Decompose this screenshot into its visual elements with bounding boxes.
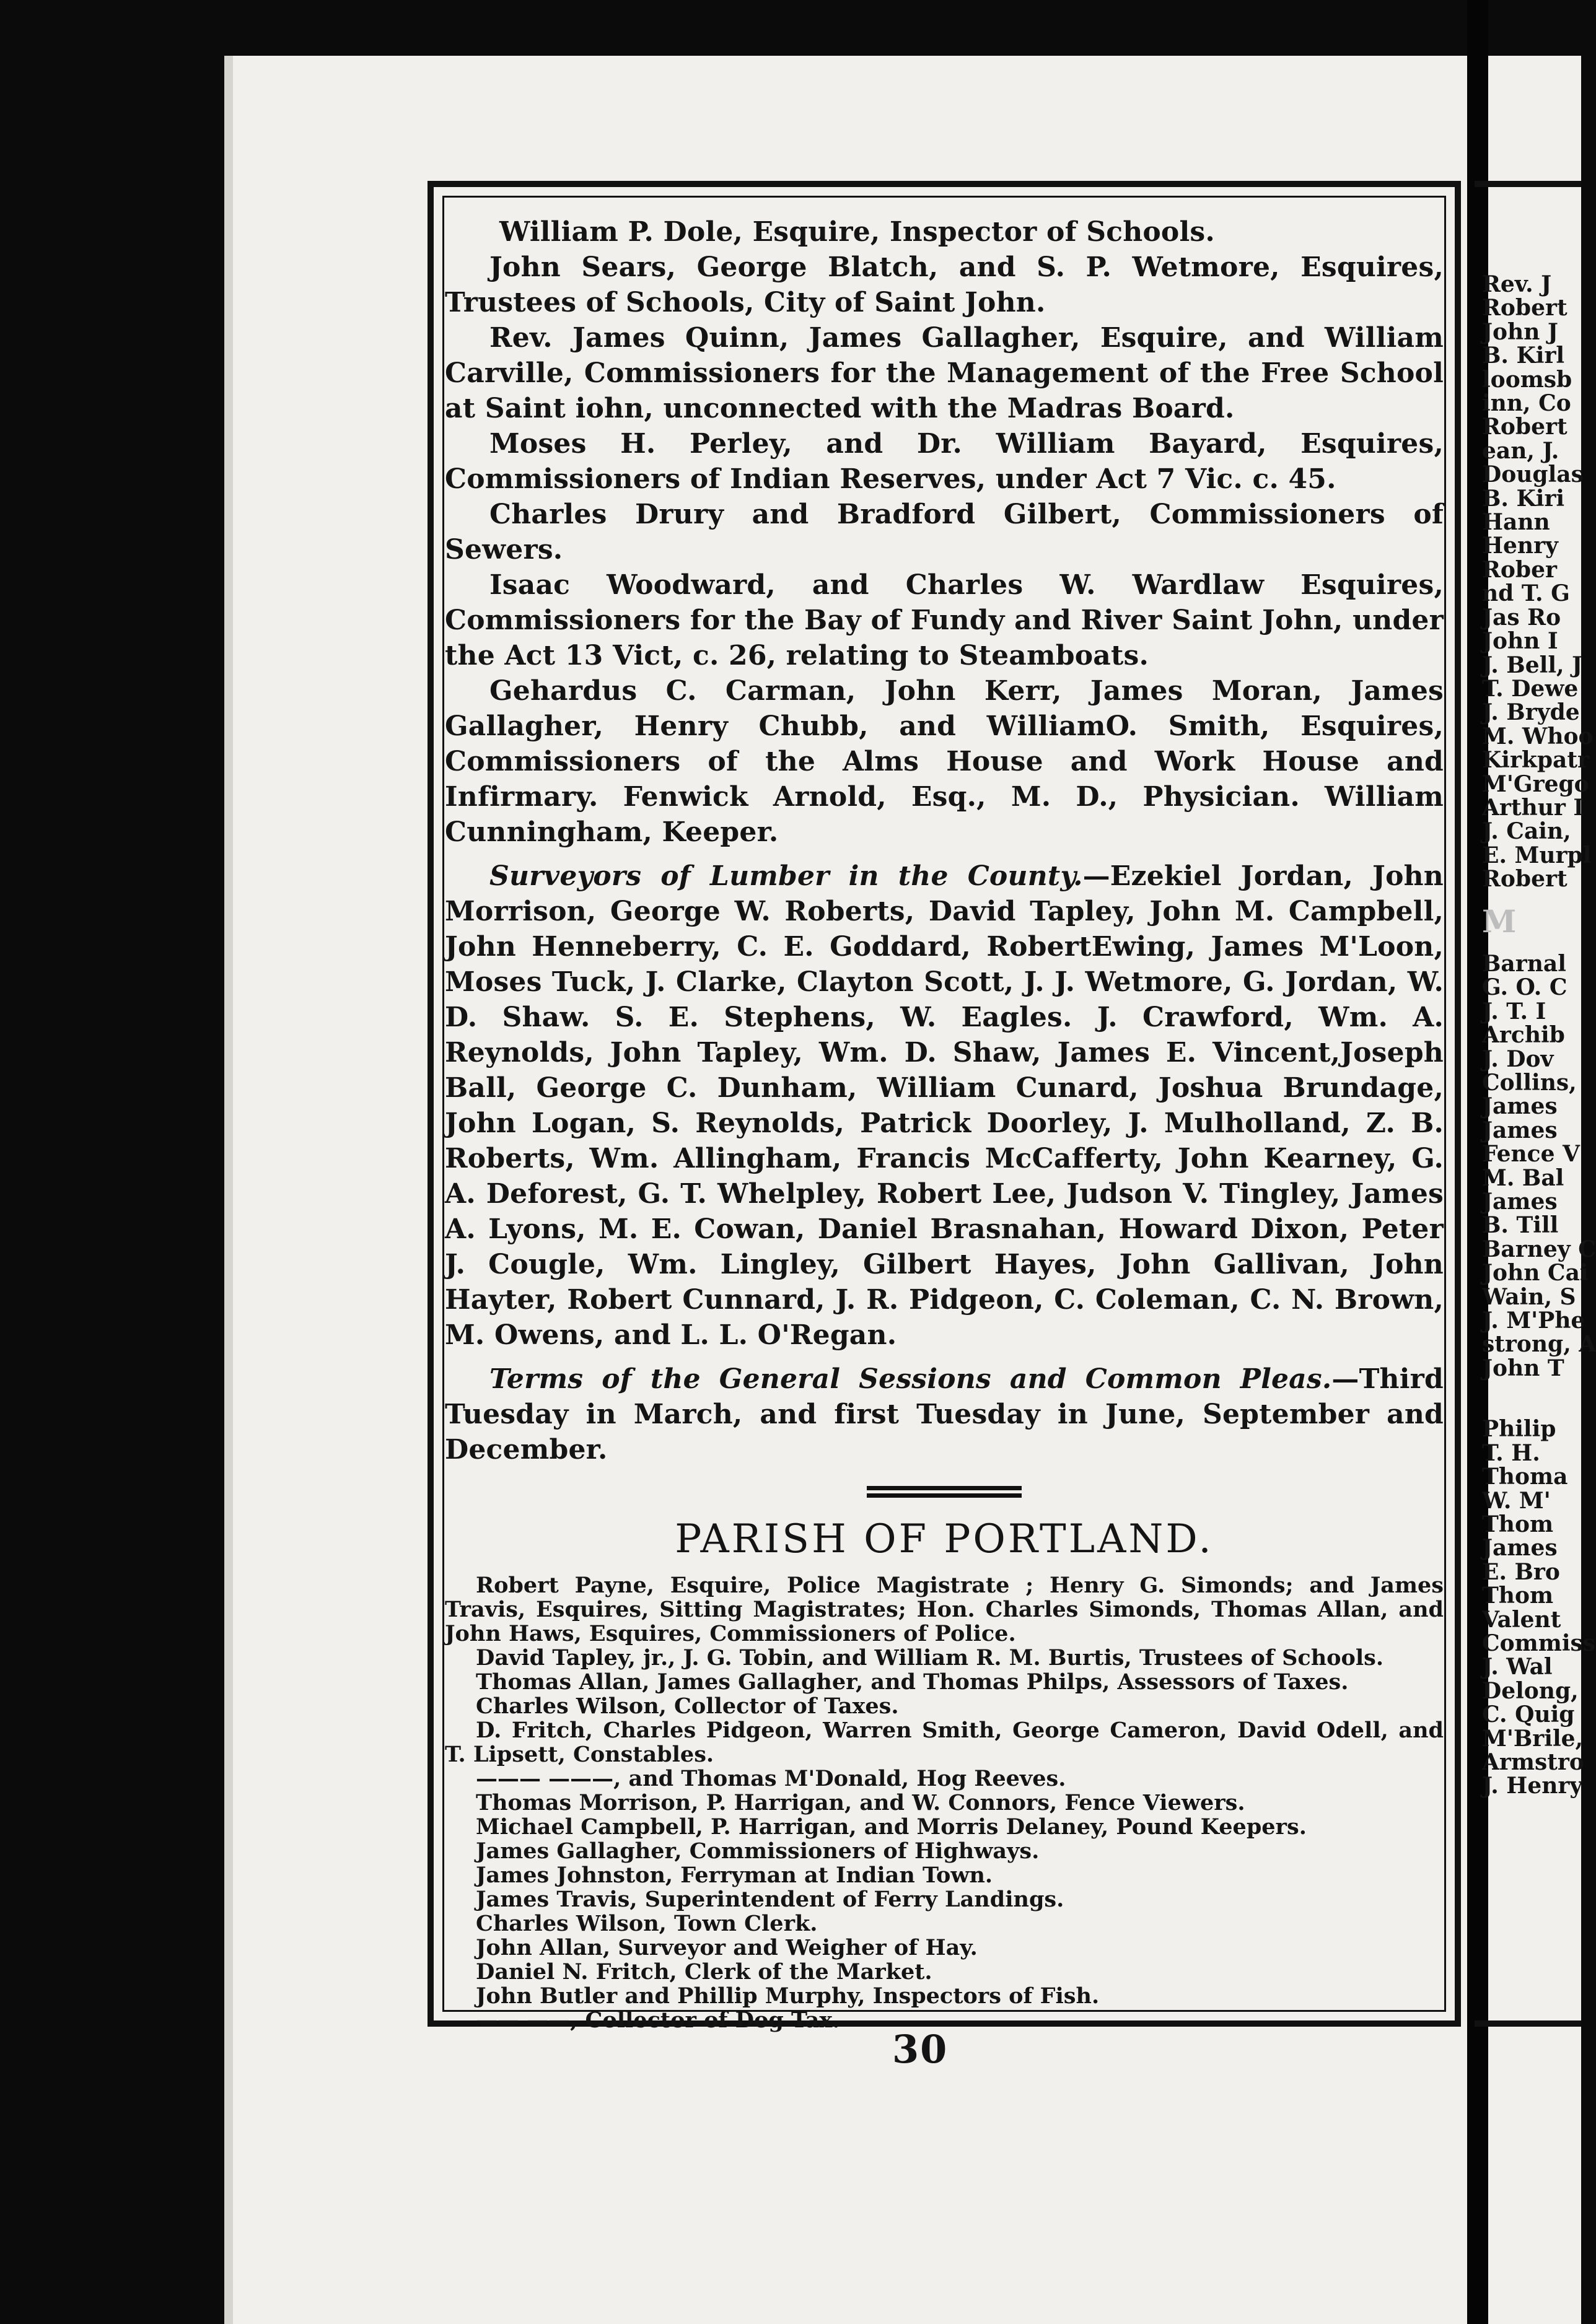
- parish-assessors-of-taxes: Thomas Allan, James Gallagher, and Thomas Philps, Assessors of Taxes.: [476, 1669, 1349, 1695]
- adjacent-column-line: E. Murpl: [1482, 842, 1592, 868]
- adjacent-column-line: Collins,: [1482, 1070, 1577, 1096]
- adjacent-column-line: Rev. J: [1482, 271, 1552, 297]
- adjacent-column-line: G. O. C: [1482, 974, 1568, 1001]
- adjacent-column-line: E. Bro: [1482, 1558, 1560, 1585]
- page-number: 30: [892, 2027, 949, 2072]
- adjacent-column-group-2: [1482, 950, 1596, 1381]
- adjacent-page-column: [1482, 271, 1596, 1799]
- parish-surveyor-of-hay: John Allan, Surveyor and Weigher of Hay.: [476, 1935, 978, 1960]
- page-edge-shadow: [224, 56, 233, 2324]
- main-text-block: [445, 214, 1444, 2032]
- paragraph-steamboats: Isaac Woodward, and Charles W. Wardlaw Esquires, Commissioners for the Bay of Fundy and River Saint John, under the Act 13 Vict, c. 26, relating to Steamboats.: [445, 569, 1444, 671]
- adjacent-column-line: J. Wal: [1482, 1654, 1553, 1680]
- double-rule-divider: [867, 1486, 1022, 1498]
- adjacent-column-line: James: [1482, 1093, 1558, 1120]
- parish-pound-keepers: Michael Campbell, P. Harrigan, and Morris Delaney, Pound Keepers.: [476, 1814, 1307, 1840]
- parish-police-magistrates: Robert Payne, Esquire, Police Magistrate ; Henry G. Simonds; and James Travis, Esquires, Sitting Magistrates; Hon. Charles Simonds, Thomas Allan, and John Haws, Esquires, Commissioners of Police.: [445, 1573, 1444, 1646]
- adjacent-column-line: Philip: [1482, 1416, 1556, 1443]
- adjacent-column-line: B. Till: [1482, 1212, 1559, 1239]
- parish-trustees-of-schools: David Tapley, jr., J. G. Tobin, and William R. M. Burtis, Trustees of Schools.: [476, 1645, 1384, 1671]
- paragraph-terms-of-sessions: [445, 1361, 1444, 1467]
- adjacent-column-line: Jas Ro: [1482, 604, 1561, 631]
- adjacent-column-line: James: [1482, 1189, 1558, 1215]
- adjacent-column-line: Fence V: [1482, 1141, 1580, 1168]
- paragraph-inspector-of-schools: William P. Dole, Esquire, Inspector of Schools.: [499, 216, 1215, 248]
- adjacent-column-line: J. Henry: [1482, 1773, 1583, 1799]
- terms-lead: Terms of the General Sessions and Common Pleas.: [489, 1363, 1332, 1395]
- adjacent-column-line: Arthur I: [1482, 794, 1584, 821]
- parish-heading: PARISH OF PORTLAND.: [675, 1516, 1214, 1562]
- spacer: [445, 1353, 1444, 1361]
- adjacent-column-line: John T: [1482, 1355, 1564, 1381]
- parish-inspectors-of-fish: John Butler and Phillip Murphy, Inspectors of Fish.: [476, 1983, 1100, 2009]
- adjacent-column-line: Commiss: [1482, 1630, 1596, 1656]
- adjacent-faint-heading: M: [1482, 902, 1517, 940]
- adjacent-column-line: John I: [1482, 628, 1558, 655]
- parish-hog-reeves: ——— ———, and Thomas M'Donald, Hog Reeves.: [476, 1766, 1066, 1791]
- adjacent-column-line: Thoma: [1482, 1464, 1568, 1490]
- adjacent-column-line: Rober: [1482, 556, 1557, 583]
- adjacent-column-line: nd T. G: [1482, 580, 1570, 607]
- adjacent-column-line: J. Cain,: [1482, 818, 1571, 845]
- spacer: [1482, 1380, 1581, 1399]
- adjacent-column-line: Archib: [1482, 1022, 1565, 1049]
- adjacent-column-line: Barnal: [1482, 950, 1566, 977]
- adjacent-column-line: Henry: [1482, 533, 1558, 559]
- surveyors-lead: Surveyors of Lumber in the County.: [489, 860, 1083, 892]
- parish-clerk-of-market: Daniel N. Fritch, Clerk of the Market.: [476, 1959, 932, 1985]
- adjacent-column-line: John Cai: [1482, 1260, 1589, 1286]
- parish-ferryman: James Johnston, Ferryman at Indian Town.: [476, 1863, 993, 1888]
- adjacent-column-line: C. Quig: [1482, 1702, 1575, 1728]
- adjacent-column-line: Robert: [1482, 414, 1568, 440]
- adjacent-column-line: inn, Co: [1482, 390, 1571, 417]
- adjacent-column-line: James: [1482, 1535, 1558, 1562]
- adjacent-column-line: Douglas: [1482, 461, 1584, 488]
- terms-text: —Third Tuesday in March, and first Tuesday in June, September and December.: [445, 1363, 1444, 1466]
- adjacent-column-line: M. Whoo: [1482, 723, 1594, 749]
- adjacent-column-line: Delong,: [1482, 1677, 1579, 1704]
- adjacent-column-line: J. T. I: [1482, 998, 1546, 1024]
- adjacent-column-line: Kirkpatr: [1482, 747, 1589, 774]
- adjacent-column-line: J. Dov: [1482, 1046, 1554, 1072]
- parish-collector-of-taxes: Charles Wilson, Collector of Taxes.: [476, 1693, 899, 1719]
- parish-dog-tax-collector: —— ——, Collector of Dog Tax.: [476, 2007, 840, 2033]
- adjacent-column-group-3: [1482, 1416, 1596, 1799]
- adjacent-column-group-1: [1482, 271, 1594, 893]
- adjacent-column-line: Hann: [1482, 509, 1550, 536]
- adjacent-column-line: T. H.: [1482, 1439, 1540, 1466]
- adjacent-column-line: Valent: [1482, 1606, 1561, 1633]
- parish-ferry-landings: James Travis, Superintendent of Ferry Landings.: [476, 1887, 1064, 1912]
- adjacent-column-line: Thom: [1482, 1583, 1554, 1609]
- adjacent-column-line: Wain, S: [1482, 1283, 1576, 1310]
- surveyors-list: —Ezekiel Jordan, John Morrison, George W. Roberts, David Tapley, John M. Campbell, John Henneberry, C. E. Goddard, RobertEwing, James M'Loon, Moses Tuck, J. Clarke, Clayton Scott, J. J. Wetmore, G. Jordan, W. D. Shaw. S. E. Stephens, W. Eagles. J. Crawford, Wm. A. Reynolds, John Tapley, Wm. D. Shaw, James E. Vincent,Joseph Ball, George C. Dunham, William Cunard, Joshua Brundage, John Logan, S. Reynolds, Patrick Doorley, J. Mulholland, Z. B. Roberts, Wm. Allingham, Francis McCafferty, John Kearney, G. A. Deforest, G. T. Whelpley, Robert Lee, Judson V. Tingley, James A. Lyons, M. E. Cowan, Daniel Brasnahan, Howard Dixon, Peter J. Cougle, Wm. Lingley, Gilbert Hayes, John Gallivan, John Hayter, Robert Cunnard, J. R. Pidgeon, C. Coleman, C. N. Brown, M. Owens, and L. L. O'Regan.: [445, 860, 1444, 1351]
- paragraph-indian-reserves: Moses H. Perley, and Dr. William Bayard, Esquires, Commissioners of Indian Reserves, under Act 7 Vic. c. 45.: [445, 428, 1444, 495]
- parish-commissioners-of-highways: James Gallagher, Commissioners of Highways.: [476, 1838, 1040, 1864]
- adjacent-column-line: Armstro: [1482, 1749, 1584, 1775]
- adjacent-column-line: John J: [1482, 318, 1558, 345]
- adjacent-column-line: M'Grego: [1482, 771, 1589, 797]
- adjacent-column-line: Thom: [1482, 1511, 1554, 1537]
- spacer: [1482, 1399, 1581, 1417]
- adjacent-column-line: ean, J.: [1482, 437, 1559, 464]
- adjacent-column-line: M. Bal: [1482, 1164, 1564, 1191]
- spacer: [445, 850, 1444, 858]
- adjacent-column-line: B. Kiri: [1482, 485, 1565, 512]
- adjacent-column-line: M'Brile,: [1482, 1725, 1584, 1752]
- paragraph-alms-house: Gehardus C. Carman, John Kerr, James Moran, James Gallagher, Henry Chubb, and WilliamO. Smith, Esquires, Commissioners of the Alms House and Work House and Infirmary. Fenwick Arnold, Esq., M. D., Physician. William Cunningham, Keeper.: [445, 675, 1444, 848]
- parish-town-clerk: Charles Wilson, Town Clerk.: [476, 1911, 818, 1936]
- adjacent-column-line: strong, A: [1482, 1331, 1596, 1358]
- adjacent-column-line: W. M': [1482, 1487, 1551, 1514]
- paragraph-sewers: Charles Drury and Bradford Gilbert, Commissioners of Sewers.: [445, 499, 1444, 566]
- adjacent-column-line: B. Kirl: [1482, 343, 1565, 369]
- adjacent-column-line: Robert: [1482, 866, 1568, 893]
- paragraph-surveyors-of-lumber: [445, 858, 1444, 1353]
- adjacent-column-line: T. Dewe: [1482, 675, 1579, 702]
- adjacent-column-line: J. Bryde: [1482, 699, 1580, 726]
- adjacent-column-line: J. Bell, J: [1482, 652, 1583, 678]
- parish-fence-viewers: Thomas Morrison, P. Harrigan, and W. Connors, Fence Viewers.: [476, 1790, 1245, 1815]
- paragraph-trustees-of-schools: John Sears, George Blatch, and S. P. Wetmore, Esquires, Trustees of Schools, City of Saint John.: [445, 251, 1444, 318]
- adjacent-column-line: James: [1482, 1117, 1558, 1143]
- adjacent-column-line: Barney C: [1482, 1236, 1596, 1262]
- adjacent-column-line: J. M'Phe: [1482, 1308, 1585, 1334]
- paragraph-free-school-commissioners: Rev. James Quinn, James Gallagher, Esquire, and William Carville, Commissioners for the Management of the Free School at Saint iohn, unconnected with the Madras Board.: [445, 322, 1444, 424]
- adjacent-column-line: Robert: [1482, 295, 1568, 321]
- adjacent-column-line: loomsb: [1482, 366, 1572, 393]
- parish-constables: D. Fritch, Charles Pidgeon, Warren Smith, George Cameron, David Odell, and T. Lipsett, Constables.: [445, 1718, 1444, 1767]
